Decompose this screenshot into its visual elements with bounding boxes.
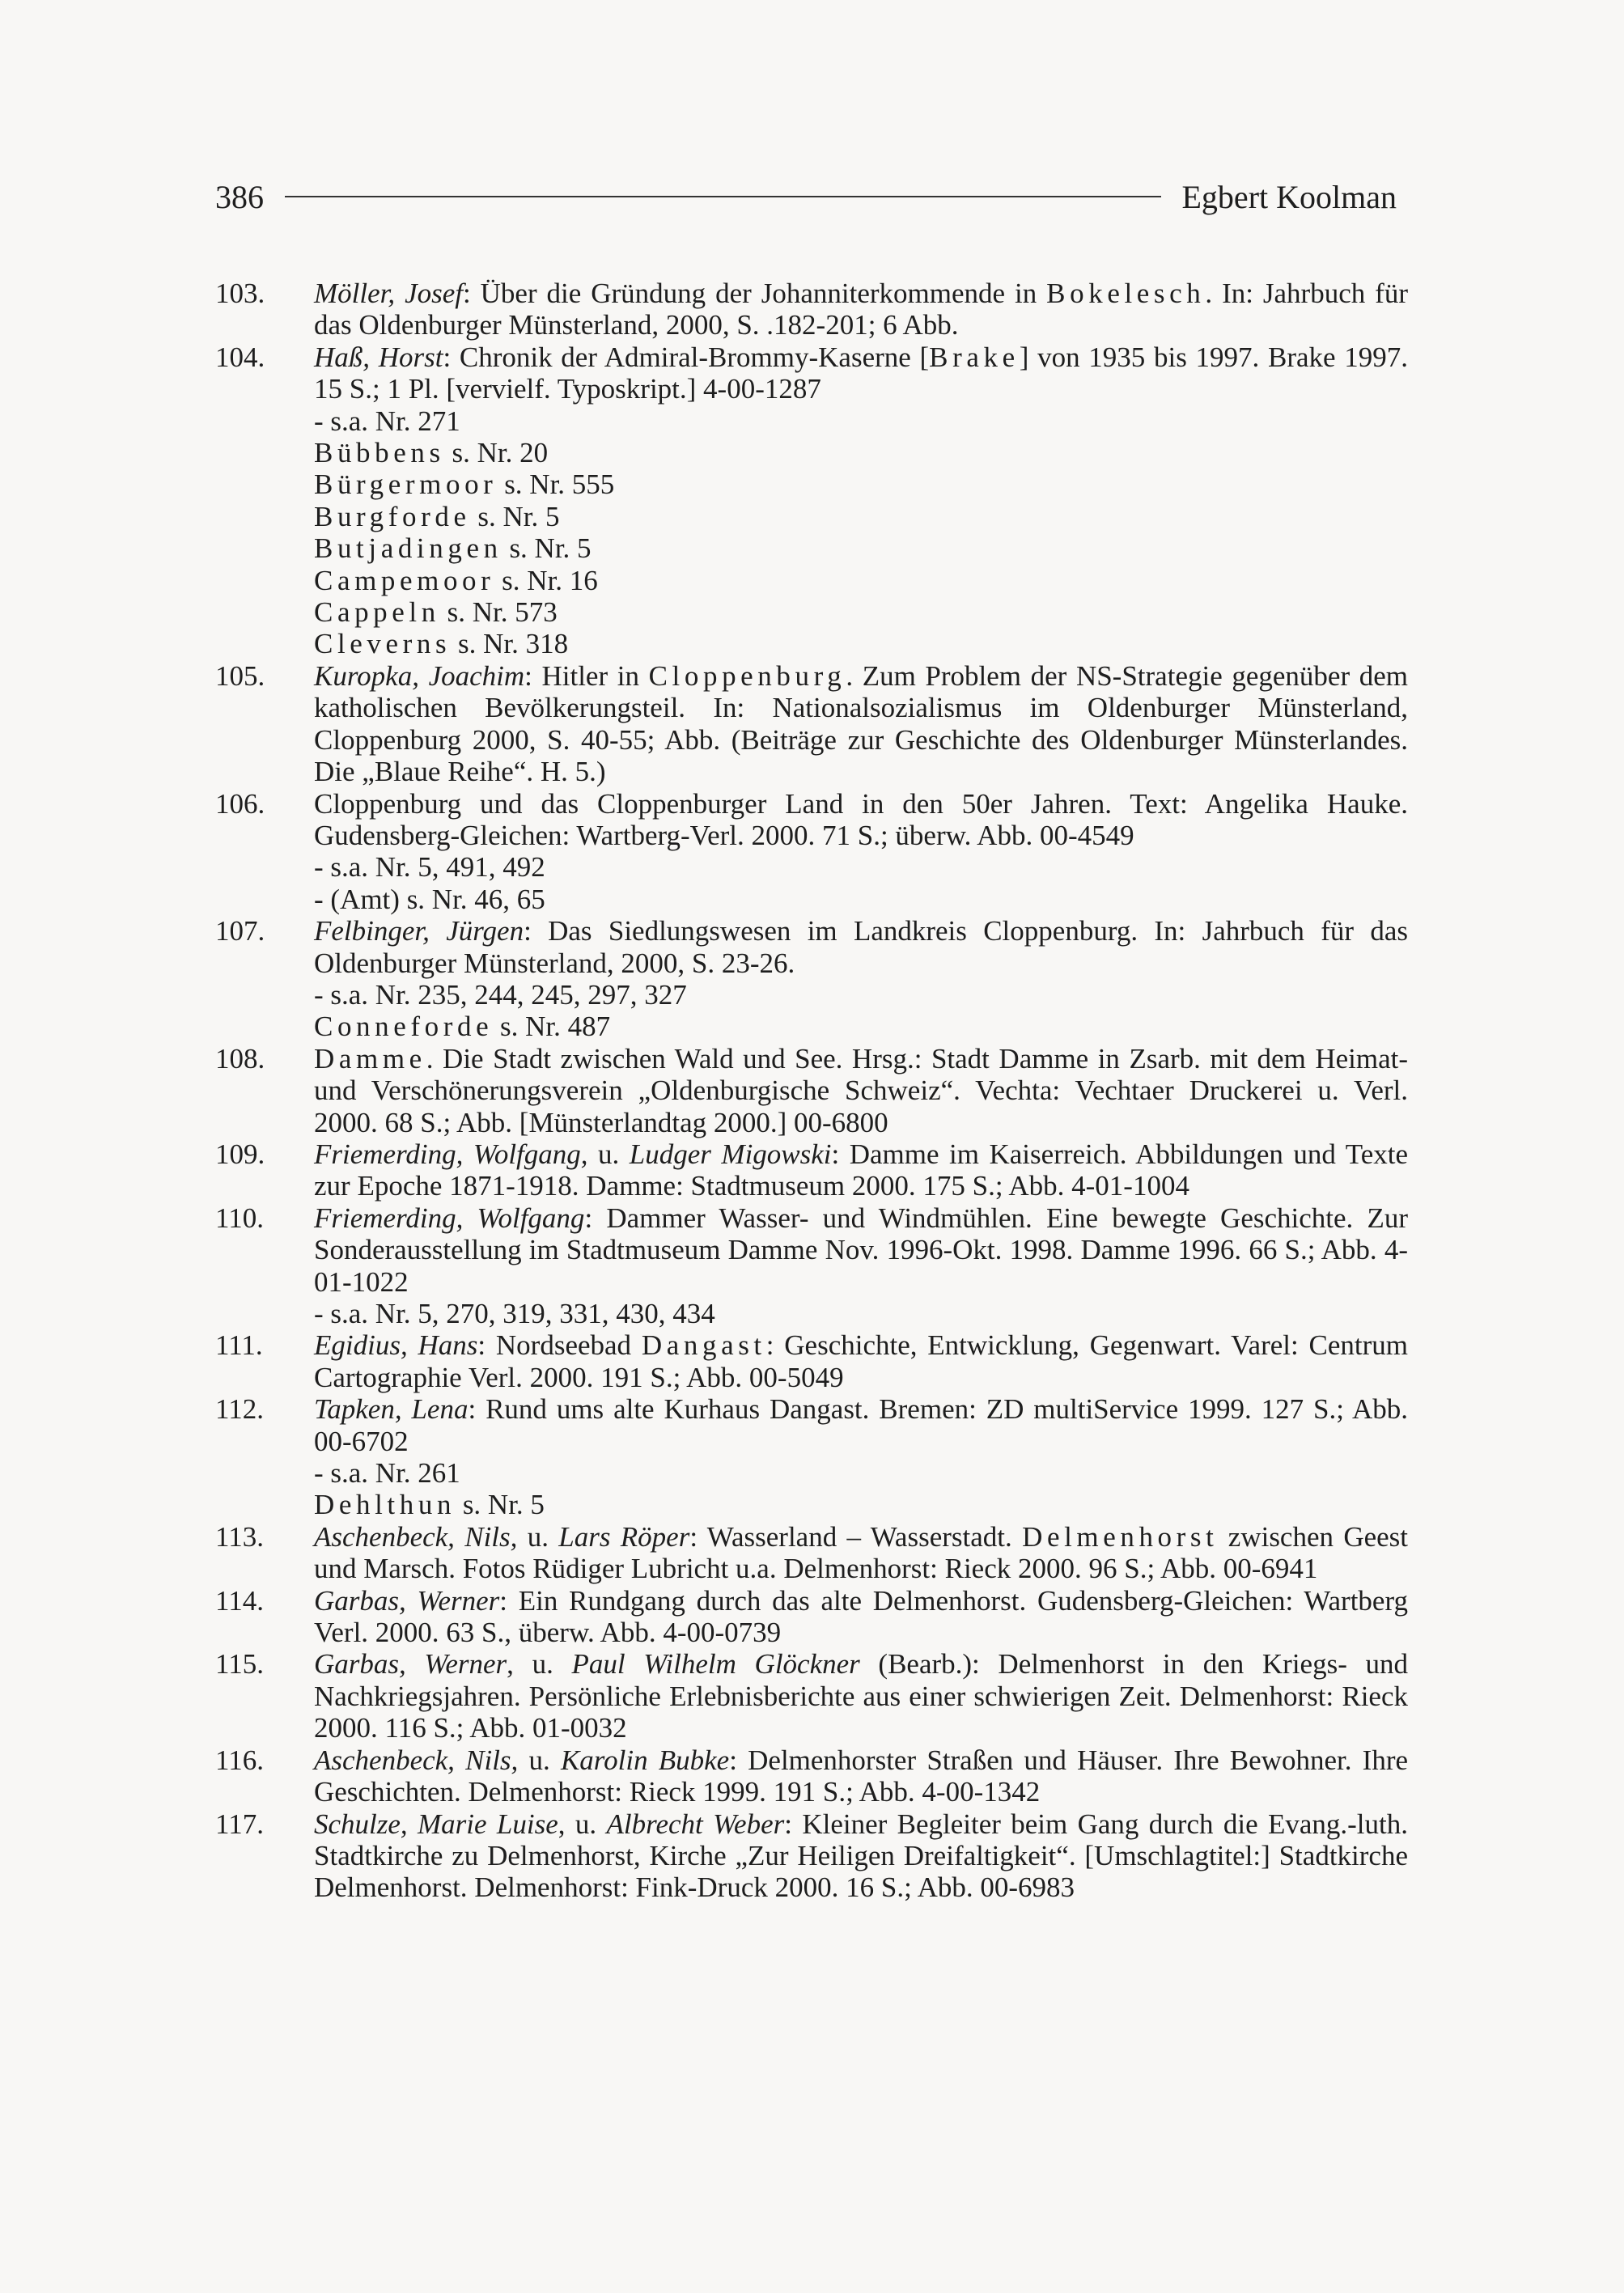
author-name: Haß, Horst bbox=[314, 341, 443, 373]
cross-reference bbox=[215, 532, 1408, 564]
text-segment: - s.a. Nr. 5, 270, 319, 331, 430, 434 bbox=[314, 1298, 715, 1329]
entry-text bbox=[314, 660, 1408, 788]
author-name: Garbas, Werner bbox=[314, 1584, 500, 1617]
entry-number: 113. bbox=[215, 1520, 264, 1553]
place-keyword: Bübbens bbox=[314, 437, 445, 469]
entry-text bbox=[314, 341, 1408, 405]
cross-reference bbox=[215, 979, 1408, 1011]
bibliography-entry bbox=[215, 1521, 1408, 1585]
bibliography-entry bbox=[215, 915, 1408, 979]
author-name: Paul Wilhelm Glöckner bbox=[571, 1648, 860, 1681]
entry-text bbox=[314, 1585, 1408, 1649]
entry-text bbox=[314, 1043, 1408, 1138]
place-keyword: Burgforde bbox=[314, 500, 471, 532]
entry-number: 107. bbox=[215, 915, 265, 947]
bibliography-entry bbox=[215, 341, 1408, 405]
bibliography-entry bbox=[215, 1744, 1408, 1808]
text-segment: s. Nr. 573 bbox=[439, 596, 558, 629]
text-segment: u. bbox=[517, 1520, 559, 1553]
bibliography-entry bbox=[215, 1138, 1408, 1202]
cross-reference bbox=[215, 437, 1408, 468]
author-name: Albrecht Weber bbox=[606, 1808, 785, 1840]
author-name: Aschenbeck, Nils, bbox=[314, 1744, 519, 1776]
text-segment: (Bearb.): Delmenhorst in den Kriegs- und Nachkriegsjahren. Persönliche Erlebnisberichte aus einer schwierigen Zeit. Delmenhorst: Rieck 2000. 116 S.; Abb. 01-0032 bbox=[314, 1648, 1408, 1744]
bibliography-entry bbox=[215, 788, 1408, 852]
text-segment: - s.a. Nr. 5, 491, 492 bbox=[314, 851, 545, 884]
entry-number: 115. bbox=[215, 1648, 264, 1681]
text-segment: - s.a. Nr. 235, 244, 245, 297, 327 bbox=[314, 978, 687, 1011]
entry-text bbox=[314, 1808, 1408, 1904]
text-segment: u. bbox=[518, 1744, 561, 1776]
place-keyword: Damme bbox=[314, 1042, 426, 1074]
author-name: Aschenbeck, Nils, bbox=[314, 1520, 518, 1553]
entry-number: 104. bbox=[215, 341, 265, 373]
author-name: Egidius, Hans bbox=[314, 1329, 478, 1362]
place-keyword: Delmenhorst bbox=[1022, 1520, 1219, 1553]
cross-reference bbox=[215, 1011, 1408, 1042]
text-segment: ] von 1935 bis 1997. Brake 1997. 15 S.; 1 Pl. [vervielf. Typoskript.] 4-00-1287 bbox=[314, 341, 1408, 405]
running-header bbox=[215, 172, 1397, 221]
place-keyword: Dangast bbox=[641, 1329, 766, 1362]
text-segment: s. Nr. 20 bbox=[444, 437, 549, 469]
text-segment: s. Nr. 5 bbox=[456, 1489, 545, 1521]
author-name: Ludger Migowski bbox=[629, 1138, 832, 1170]
entry-text bbox=[314, 1648, 1408, 1744]
author-name: Möller, Josef bbox=[314, 278, 463, 309]
header-rule bbox=[285, 196, 1161, 197]
bibliography-entry bbox=[215, 1585, 1408, 1649]
entry-text bbox=[314, 1202, 1408, 1298]
bibliography-entry bbox=[215, 278, 1408, 341]
page-number: 386 bbox=[215, 178, 264, 215]
entry-text bbox=[314, 788, 1408, 852]
entry-number: 111. bbox=[215, 1329, 263, 1362]
author-name: Friemerding, Wolfgang, bbox=[314, 1138, 588, 1170]
text-segment: : Über die Gründung der Johanniterkommende in bbox=[462, 278, 1047, 309]
text-segment: : Geschichte, Entwicklung, Gegenwart. Varel: Centrum Cartographie Verl. 2000. 191 S.; Abb. 00-5049 bbox=[314, 1329, 1408, 1393]
bibliography-entry bbox=[215, 1808, 1408, 1904]
text-segment: : Ein Rundgang durch das alte Delmenhorst. Gudensberg-Gleichen: Wartberg Verl. 2000. 63 S., überw. Abb. 4-00-0739 bbox=[314, 1584, 1408, 1649]
text-segment: : Das Siedlungswesen im Landkreis Cloppenburg. In: Jahrbuch für das Oldenburger Münsterland, 2000, S. 23-26. bbox=[314, 915, 1409, 979]
entry-number: 110. bbox=[215, 1202, 264, 1234]
entry-number: 106. bbox=[215, 787, 265, 820]
entry-text bbox=[314, 1744, 1408, 1808]
author-name: Friemerding, Wolfgang bbox=[314, 1202, 585, 1234]
place-keyword: Dehlthun bbox=[314, 1489, 456, 1521]
text-segment: , u. bbox=[507, 1648, 572, 1681]
entry-number: 117. bbox=[215, 1808, 264, 1840]
place-keyword: Cloppenburg bbox=[648, 659, 846, 692]
text-segment: . In: Jahrbuch für das Oldenburger Münsterland, 2000, S. .182-201; 6 Abb. bbox=[314, 278, 1408, 341]
cross-reference bbox=[215, 596, 1408, 628]
text-segment: s. Nr. 487 bbox=[493, 1011, 611, 1043]
text-segment: : Delmenhorster Straßen und Häuser. Ihre Bewohner. Ihre Geschichten. Delmenhorst: Rieck 1999. 191 S.; Abb. 4-00-1342 bbox=[314, 1744, 1409, 1808]
bibliography-entry bbox=[215, 1043, 1408, 1138]
entry-number: 108. bbox=[215, 1042, 265, 1074]
text-segment: : Kleiner Begleiter beim Gang durch die Evang.-luth. Stadtkirche zu Delmenhorst, Kirche „Zur Heiligen Dreifaltigkeit“. [Umschlagtitel:] Stadtkirche Delmenhorst. Delmenhorst: Fink-Druck 2000. 16 S.; Abb. 00-6983 bbox=[314, 1808, 1408, 1904]
place-keyword: Cappeln bbox=[314, 596, 440, 629]
cross-reference bbox=[215, 501, 1408, 532]
place-keyword: Brake bbox=[929, 341, 1020, 373]
text-segment: : Rund ums alte Kurhaus Dangast. Bremen: ZD multiService 1999. 127 S.; Abb. 00-6702 bbox=[314, 1393, 1408, 1457]
cross-reference bbox=[215, 565, 1408, 596]
entry-number: 116. bbox=[215, 1744, 264, 1776]
bibliography-entry bbox=[215, 1329, 1408, 1393]
text-segment: : Hitler in bbox=[524, 659, 649, 692]
entry-text bbox=[314, 915, 1408, 979]
text-segment: : Damme im Kaiserreich. Abbildungen und Texte zur Epoche 1871-1918. Damme: Stadtmuseum 2000. 175 S.; Abb. 4-01-1004 bbox=[314, 1138, 1408, 1202]
text-segment: . Zum Problem der NS-Strategie gegenüber dem katholischen Bevölkerungsteil. In: Nationalsozialismus im Oldenburger Münsterland, Cloppenburg 2000, S. 40-55; Abb. (Beiträge zur Geschichte des Oldenburger Münsterlandes. Die „Blaue Reihe“. H. 5.) bbox=[314, 659, 1408, 788]
cross-reference bbox=[215, 851, 1408, 883]
cross-reference bbox=[215, 628, 1408, 659]
entry-text bbox=[314, 1521, 1408, 1585]
place-keyword: Bokelesch bbox=[1046, 278, 1206, 309]
author-name: Garbas, Werner bbox=[314, 1648, 507, 1681]
cross-reference bbox=[215, 405, 1408, 437]
text-segment: - (Amt) s. Nr. 46, 65 bbox=[314, 883, 545, 915]
text-segment: s. Nr. 318 bbox=[451, 628, 569, 660]
place-keyword: Campemoor bbox=[314, 564, 495, 596]
cross-reference bbox=[215, 1489, 1408, 1520]
text-segment: Cloppenburg und das Cloppenburger Land in den 50er Jahren. Text: Angelika Hauke. Gudensberg-Gleichen: Wartberg-Verl. 2000. 71 S.; überw. Abb. 00-4549 bbox=[314, 787, 1408, 851]
text-segment: zwischen Geest und Marsch. Fotos Rüdiger Lubricht u.a. Delmenhorst: Rieck 2000. 96 S.; Abb. 00-6941 bbox=[314, 1520, 1409, 1585]
bibliography-entry bbox=[215, 1202, 1408, 1298]
place-keyword: Butjadingen bbox=[314, 532, 502, 565]
text-segment: , u. bbox=[558, 1808, 607, 1840]
entry-text bbox=[314, 1393, 1408, 1457]
entry-text bbox=[314, 1138, 1408, 1202]
cross-reference bbox=[215, 884, 1408, 915]
author-name: Lars Röper bbox=[558, 1520, 690, 1553]
place-keyword: Bürgermoor bbox=[314, 468, 498, 501]
text-segment: s. Nr. 5 bbox=[470, 500, 560, 532]
author-name: Tapken, Lena bbox=[314, 1393, 469, 1426]
cross-reference bbox=[215, 1457, 1408, 1489]
text-segment: s. Nr. 16 bbox=[494, 564, 598, 596]
text-segment: - s.a. Nr. 271 bbox=[314, 405, 460, 437]
entry-number: 112. bbox=[215, 1393, 264, 1426]
text-segment: - s.a. Nr. 261 bbox=[314, 1457, 460, 1490]
text-segment: . Die Stadt zwischen Wald und See. Hrsg.: Stadt Damme in Zsarb. mit dem Heimat- und Verschönerungsverein „Oldenburgische Schweiz“. Vechta: Vechtaer Druckerei u. Verl. 2000. 68 S.; Abb. [Münsterlandtag 2000.] 00-6800 bbox=[314, 1042, 1408, 1138]
author-name: Felbinger, Jürgen bbox=[314, 915, 524, 947]
place-keyword: Conneforde bbox=[314, 1011, 494, 1043]
text-segment: : Dammer Wasser- und Windmühlen. Eine bewegte Geschichte. Zur Sonderausstellung im Stadtmuseum Damme Nov. 1996-Okt. 1998. Damme 1996. 66 S.; Abb. 4-01-1022 bbox=[314, 1202, 1408, 1298]
running-head-author: Egbert Koolman bbox=[1181, 178, 1397, 215]
bibliography-entry bbox=[215, 1393, 1408, 1457]
author-name: Kuropka, Joachim bbox=[314, 659, 525, 692]
text-segment: : Wasserland – Wasserstadt. bbox=[689, 1520, 1023, 1553]
place-keyword: Cleverns bbox=[314, 628, 452, 660]
entry-number: 105. bbox=[215, 659, 265, 692]
entry-number: 114. bbox=[215, 1584, 264, 1617]
cross-reference bbox=[215, 468, 1408, 500]
entry-number: 109. bbox=[215, 1138, 265, 1170]
text-segment: u. bbox=[587, 1138, 630, 1170]
text-segment: s. Nr. 5 bbox=[502, 532, 592, 565]
bibliography-entry bbox=[215, 1648, 1408, 1744]
entry-text bbox=[314, 1329, 1408, 1393]
author-name: Karolin Bubke bbox=[560, 1744, 730, 1776]
entry-text bbox=[314, 278, 1408, 341]
cross-reference bbox=[215, 1298, 1408, 1329]
entry-number: 103. bbox=[215, 278, 265, 309]
bibliography-list bbox=[215, 278, 1408, 1904]
text-segment: : Nordseebad bbox=[477, 1329, 642, 1362]
author-name: Schulze, Marie Luise bbox=[314, 1808, 558, 1840]
text-segment: s. Nr. 555 bbox=[497, 468, 615, 501]
bibliography-entry bbox=[215, 660, 1408, 788]
text-segment: : Chronik der Admiral-Brommy-Kaserne [ bbox=[443, 341, 930, 373]
